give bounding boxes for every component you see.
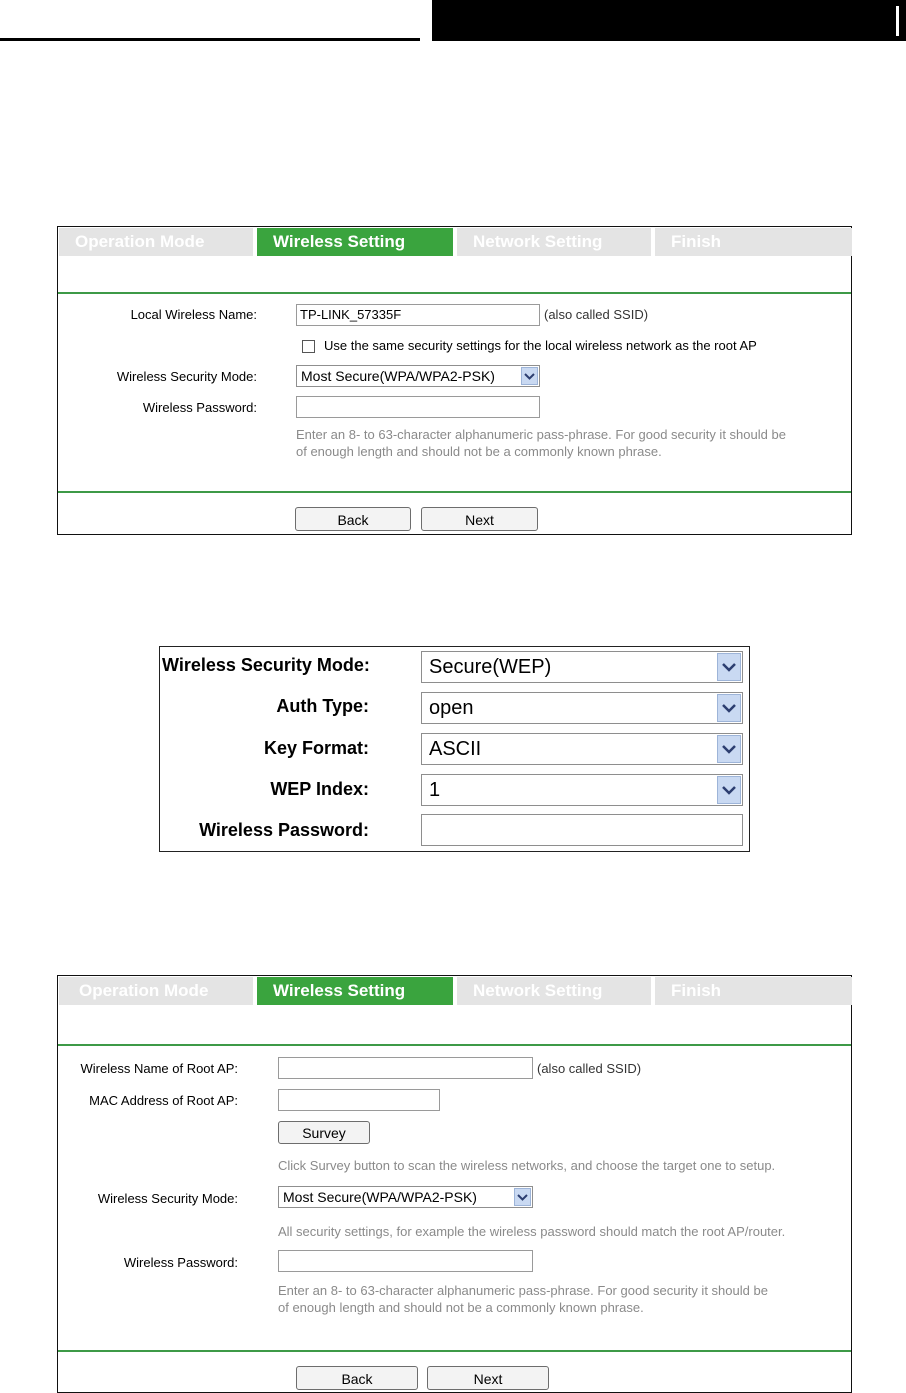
security-mode-label: Wireless Security Mode:	[97, 1191, 238, 1206]
auth-type-select[interactable]	[421, 692, 743, 724]
divider	[58, 292, 851, 294]
password-input[interactable]	[278, 1250, 533, 1272]
tab-finish: Finish	[655, 228, 852, 256]
local-wireless-name-label: Local Wireless Name:	[130, 307, 257, 322]
wizard-panel-local	[57, 226, 852, 535]
security-mode-label: Wireless Security Mode:	[116, 369, 257, 384]
password-hint-line-1: Enter an 8- to 63-character alphanumeric pass-phrase. For good security it should be	[296, 427, 786, 442]
ssid-note: (also called SSID)	[544, 307, 649, 322]
wep-security-mode-select[interactable]	[421, 651, 743, 683]
wep-index-label: WEP Index:	[270, 779, 369, 799]
same-security-checkbox[interactable]	[302, 340, 315, 353]
password-hint	[278, 1282, 843, 1316]
password-input[interactable]	[296, 396, 540, 418]
wizard-tabs	[59, 977, 850, 1005]
security-mode-select[interactable]	[278, 1186, 533, 1208]
wizard-tabs	[59, 228, 850, 256]
chevron-down-icon	[717, 776, 741, 804]
next-button[interactable]: Next	[427, 1366, 549, 1390]
key-format-select[interactable]	[421, 733, 743, 765]
security-mode-value: Most Secure(WPA/WPA2-PSK)	[301, 368, 495, 384]
tab-operation-mode: Operation Mode	[59, 228, 253, 256]
wep-security-mode-label: Wireless Security Mode:	[162, 655, 370, 675]
mac-address-input[interactable]	[278, 1089, 440, 1111]
security-hint: All security settings, for example the wireless password should match the root AP/router.	[278, 1224, 786, 1239]
tab-wireless-setting: Wireless Setting	[257, 977, 453, 1005]
wep-settings-box	[159, 646, 750, 852]
header-mark	[896, 6, 899, 36]
root-ap-name-input[interactable]	[278, 1057, 533, 1079]
wep-index-value: 1	[429, 779, 441, 801]
header-bar	[432, 0, 906, 41]
back-button[interactable]: Back	[296, 1366, 418, 1390]
survey-hint: Click Survey button to scan the wireless networks, and choose the target one to setup.	[278, 1158, 776, 1173]
divider	[58, 1350, 851, 1352]
chevron-down-icon	[717, 653, 741, 681]
wizard-panel-root-ap	[57, 975, 852, 1393]
wep-index-select[interactable]	[421, 774, 743, 806]
password-hint	[296, 426, 846, 460]
password-label: Wireless Password:	[142, 400, 257, 415]
root-ap-name-label: Wireless Name of Root AP:	[80, 1061, 238, 1076]
tab-operation-mode: Operation Mode	[59, 977, 253, 1005]
wep-security-mode-value: Secure(WEP)	[429, 656, 552, 678]
tab-wireless-setting: Wireless Setting	[257, 228, 453, 256]
ssid-note: (also called SSID)	[537, 1061, 642, 1076]
next-button[interactable]: Next	[421, 507, 538, 531]
chevron-down-icon	[717, 735, 741, 763]
mac-address-label: MAC Address of Root AP:	[89, 1093, 238, 1108]
chevron-down-icon	[521, 367, 538, 385]
chevron-down-icon	[717, 694, 741, 722]
survey-button[interactable]: Survey	[278, 1121, 370, 1144]
local-wireless-name-input[interactable]: TP-LINK_57335F	[296, 304, 540, 326]
wep-password-label: Wireless Password:	[199, 820, 369, 840]
auth-type-label: Auth Type:	[276, 696, 369, 716]
security-mode-select[interactable]	[296, 365, 540, 387]
header-rule	[0, 38, 420, 41]
password-hint-line-2: of enough length and should not be a commonly known phrase.	[278, 1300, 644, 1315]
tab-network-setting: Network Setting	[457, 228, 651, 256]
divider	[58, 491, 851, 493]
same-security-checkbox-label: Use the same security settings for the local wireless network as the root AP	[324, 338, 757, 353]
divider	[58, 1044, 851, 1046]
chevron-down-icon	[514, 1188, 531, 1206]
back-button[interactable]: Back	[295, 507, 411, 531]
tab-finish: Finish	[655, 977, 852, 1005]
password-hint-line-2: of enough length and should not be a commonly known phrase.	[296, 444, 662, 459]
key-format-value: ASCII	[429, 738, 482, 760]
key-format-label: Key Format:	[263, 738, 369, 758]
wep-password-input[interactable]	[421, 814, 743, 846]
security-mode-value: Most Secure(WPA/WPA2-PSK)	[283, 1189, 477, 1205]
tab-network-setting: Network Setting	[457, 977, 651, 1005]
auth-type-value: open	[429, 697, 474, 719]
password-label: Wireless Password:	[123, 1255, 238, 1270]
password-hint-line-1: Enter an 8- to 63-character alphanumeric pass-phrase. For good security it should be	[278, 1283, 768, 1298]
